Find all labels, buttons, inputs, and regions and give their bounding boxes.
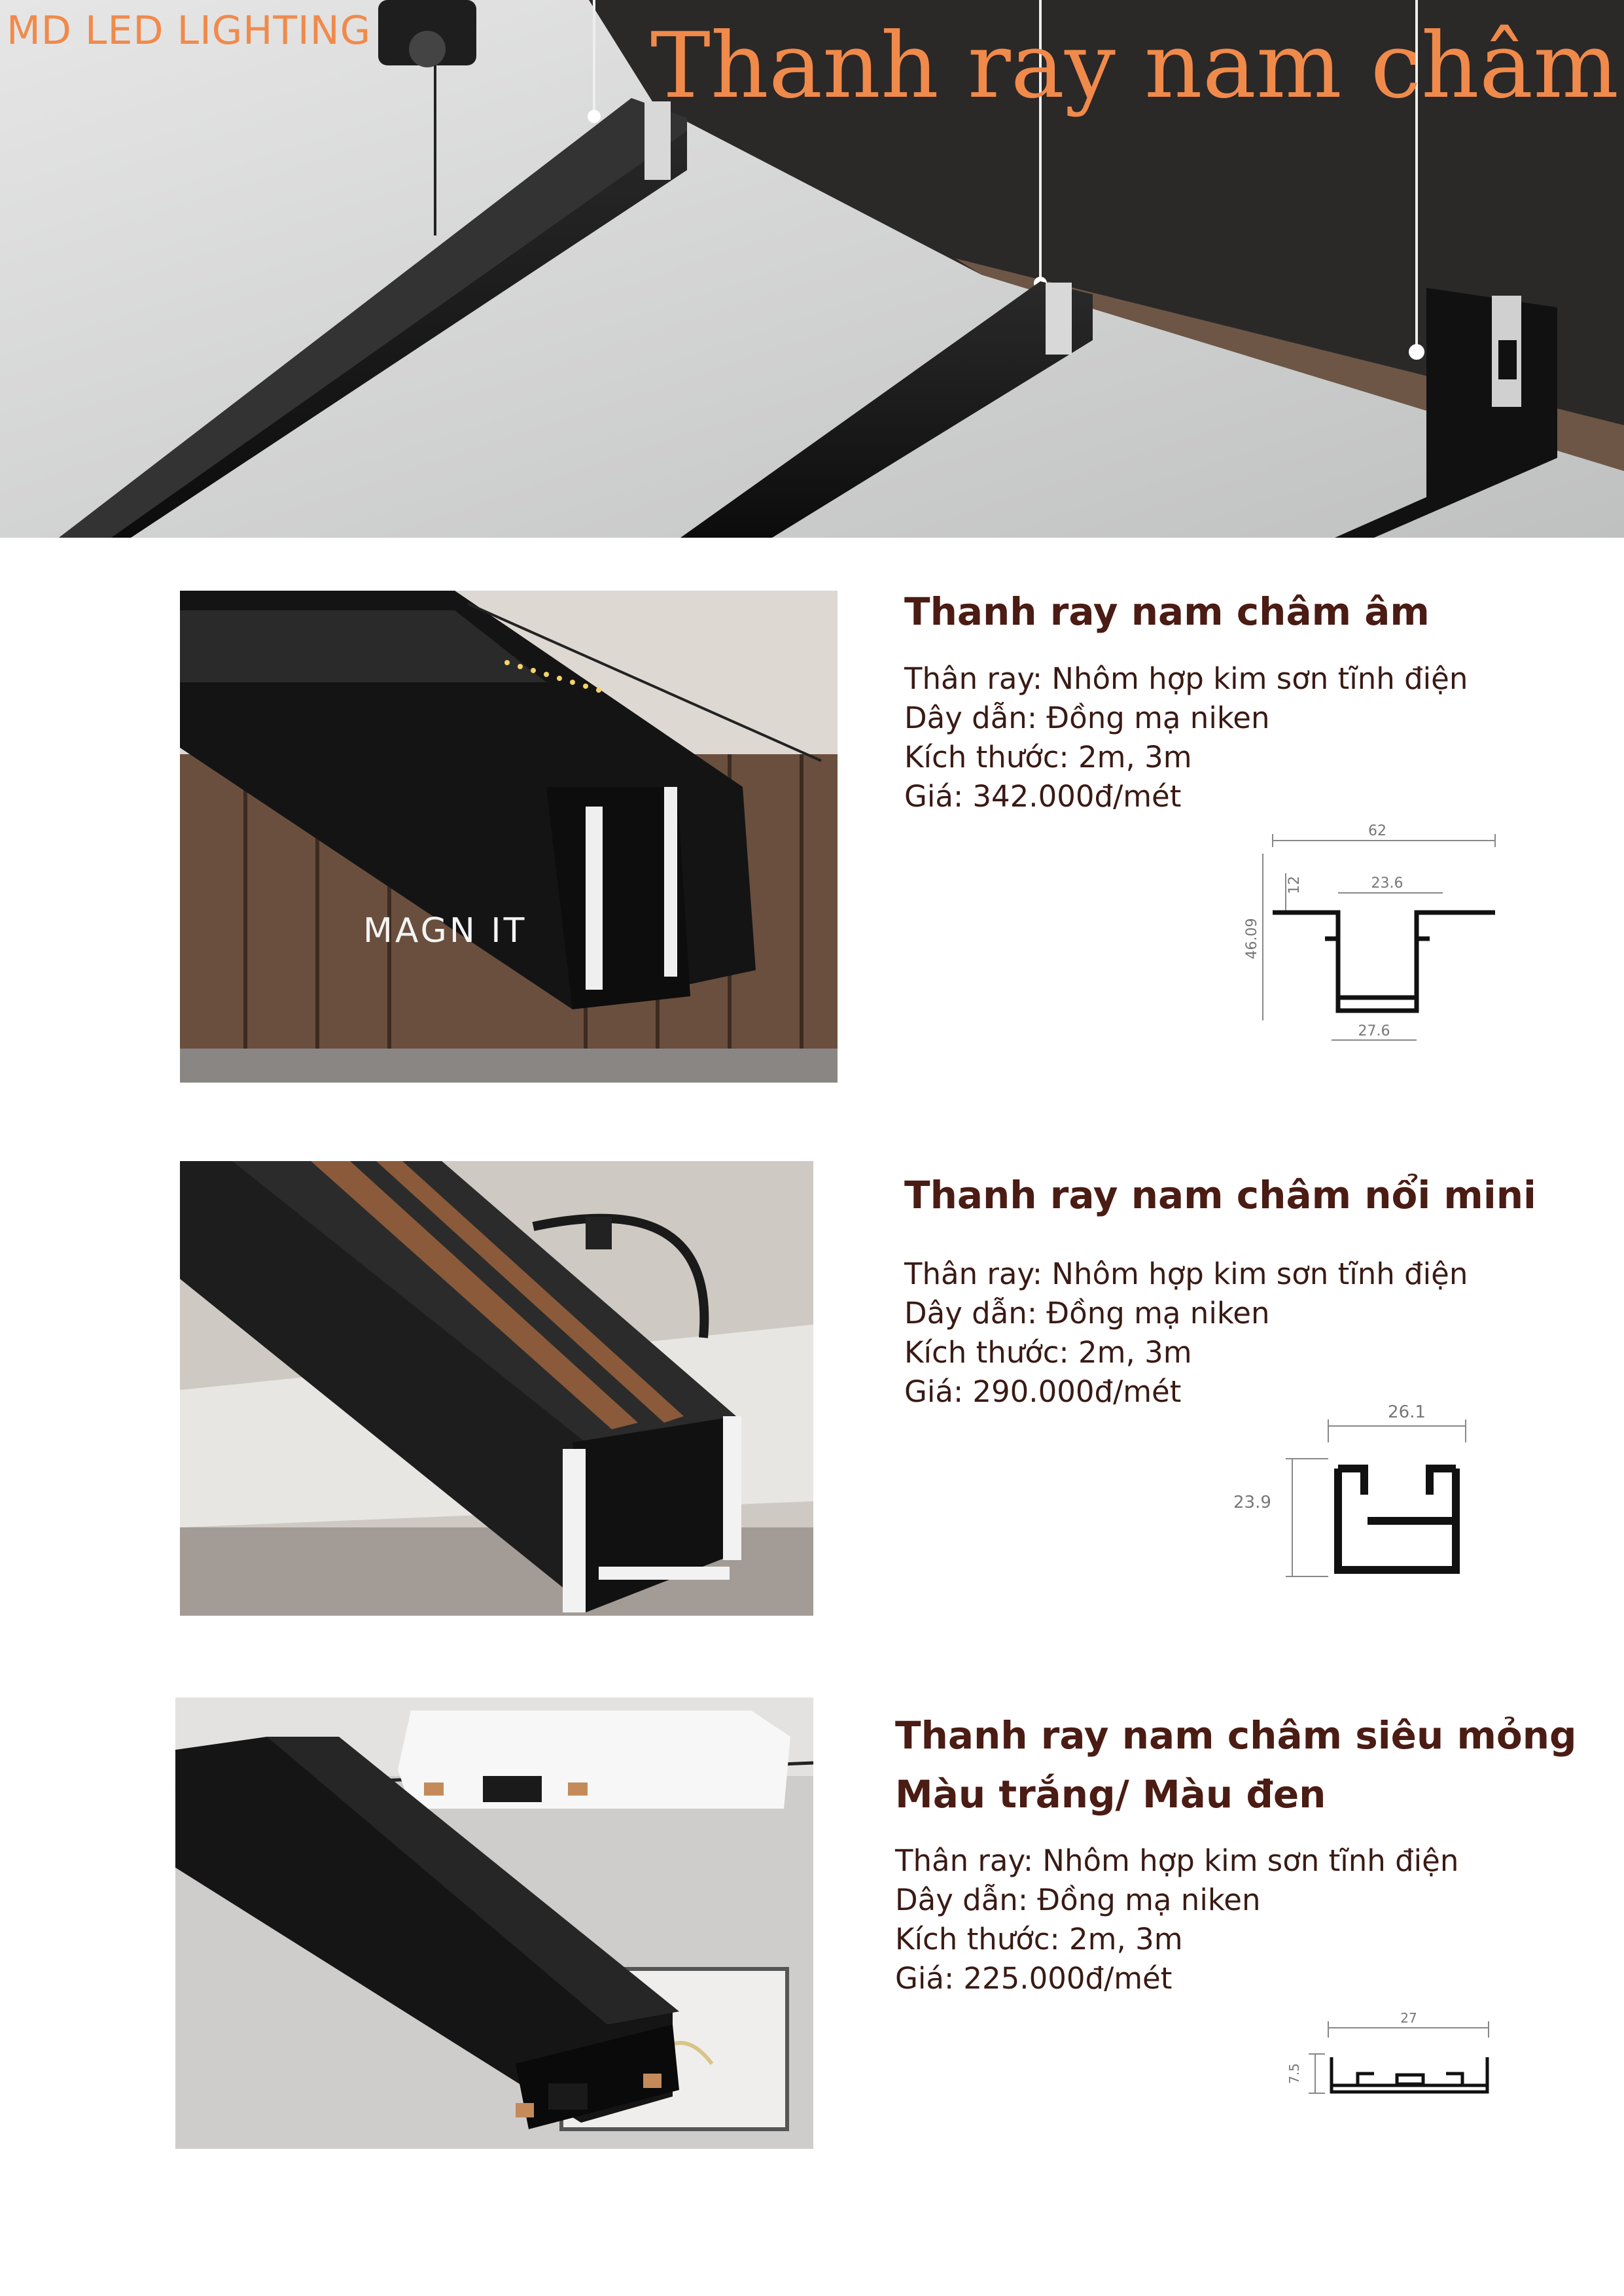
spec-conductor: Dây dẫn: Đồng mạ niken — [904, 1296, 1270, 1331]
product-subtitle-colors: Màu trắng/ Màu đen — [895, 1772, 1326, 1817]
hero-banner — [0, 0, 1624, 538]
dim-width: 26.1 — [1388, 1402, 1426, 1422]
dim-width: 27 — [1400, 2010, 1417, 2026]
product-photo-ultra-thin-rail — [175, 1697, 813, 2149]
profile-diagram-recessed — [1246, 821, 1508, 1056]
dim-height: 23.9 — [1233, 1493, 1271, 1512]
spec-size: Kích thước: 2m, 3m — [904, 1335, 1192, 1370]
photo-overlay-text: MAGN IT — [363, 911, 527, 950]
product-title-recessed: Thanh ray nam châm âm — [904, 589, 1430, 634]
spec-price: Giá: 342.000đ/mét — [904, 779, 1182, 814]
dim-flange: 12 — [1286, 876, 1303, 894]
product-photo-surface-mini-rail — [180, 1161, 813, 1616]
profile-diagram-surface-mini — [1224, 1397, 1472, 1586]
spec-size: Kích thước: 2m, 3m — [904, 740, 1192, 774]
spec-conductor: Dây dẫn: Đồng mạ niken — [904, 701, 1270, 735]
spec-body: Thân ray: Nhôm hợp kim sơn tĩnh điện — [904, 1257, 1468, 1291]
spec-price: Giá: 225.000đ/mét — [895, 1961, 1173, 1996]
dim-inner: 23.6 — [1371, 875, 1403, 892]
dim-height: 46.09 — [1244, 918, 1260, 960]
brand-name: MD LED LIGHTING — [7, 8, 372, 54]
profile-diagram-ultra-thin — [1279, 2008, 1502, 2106]
page-title: Thanh ray nam châm — [650, 13, 1619, 118]
spec-price: Giá: 290.000đ/mét — [904, 1374, 1182, 1409]
product-title-surface-mini: Thanh ray nam châm nổi mini — [904, 1173, 1536, 1217]
dim-top: 62 — [1368, 823, 1386, 839]
product-photo-recessed-rail — [180, 591, 838, 1083]
dim-height: 7.5 — [1286, 2063, 1302, 2084]
spec-size: Kích thước: 2m, 3m — [895, 1922, 1183, 1957]
dim-bottom: 27.6 — [1358, 1023, 1390, 1039]
product-title-ultra-thin: Thanh ray nam châm siêu mỏng — [895, 1713, 1577, 1758]
product-specs-recessed — [904, 659, 1468, 816]
spec-body: Thân ray: Nhôm hợp kim sơn tĩnh điện — [904, 661, 1468, 696]
product-specs-surface-mini — [904, 1255, 1468, 1412]
product-specs-ultra-thin — [895, 1841, 1458, 1998]
spec-conductor: Dây dẫn: Đồng mạ niken — [895, 1883, 1261, 1917]
spec-body: Thân ray: Nhôm hợp kim sơn tĩnh điện — [895, 1843, 1459, 1878]
